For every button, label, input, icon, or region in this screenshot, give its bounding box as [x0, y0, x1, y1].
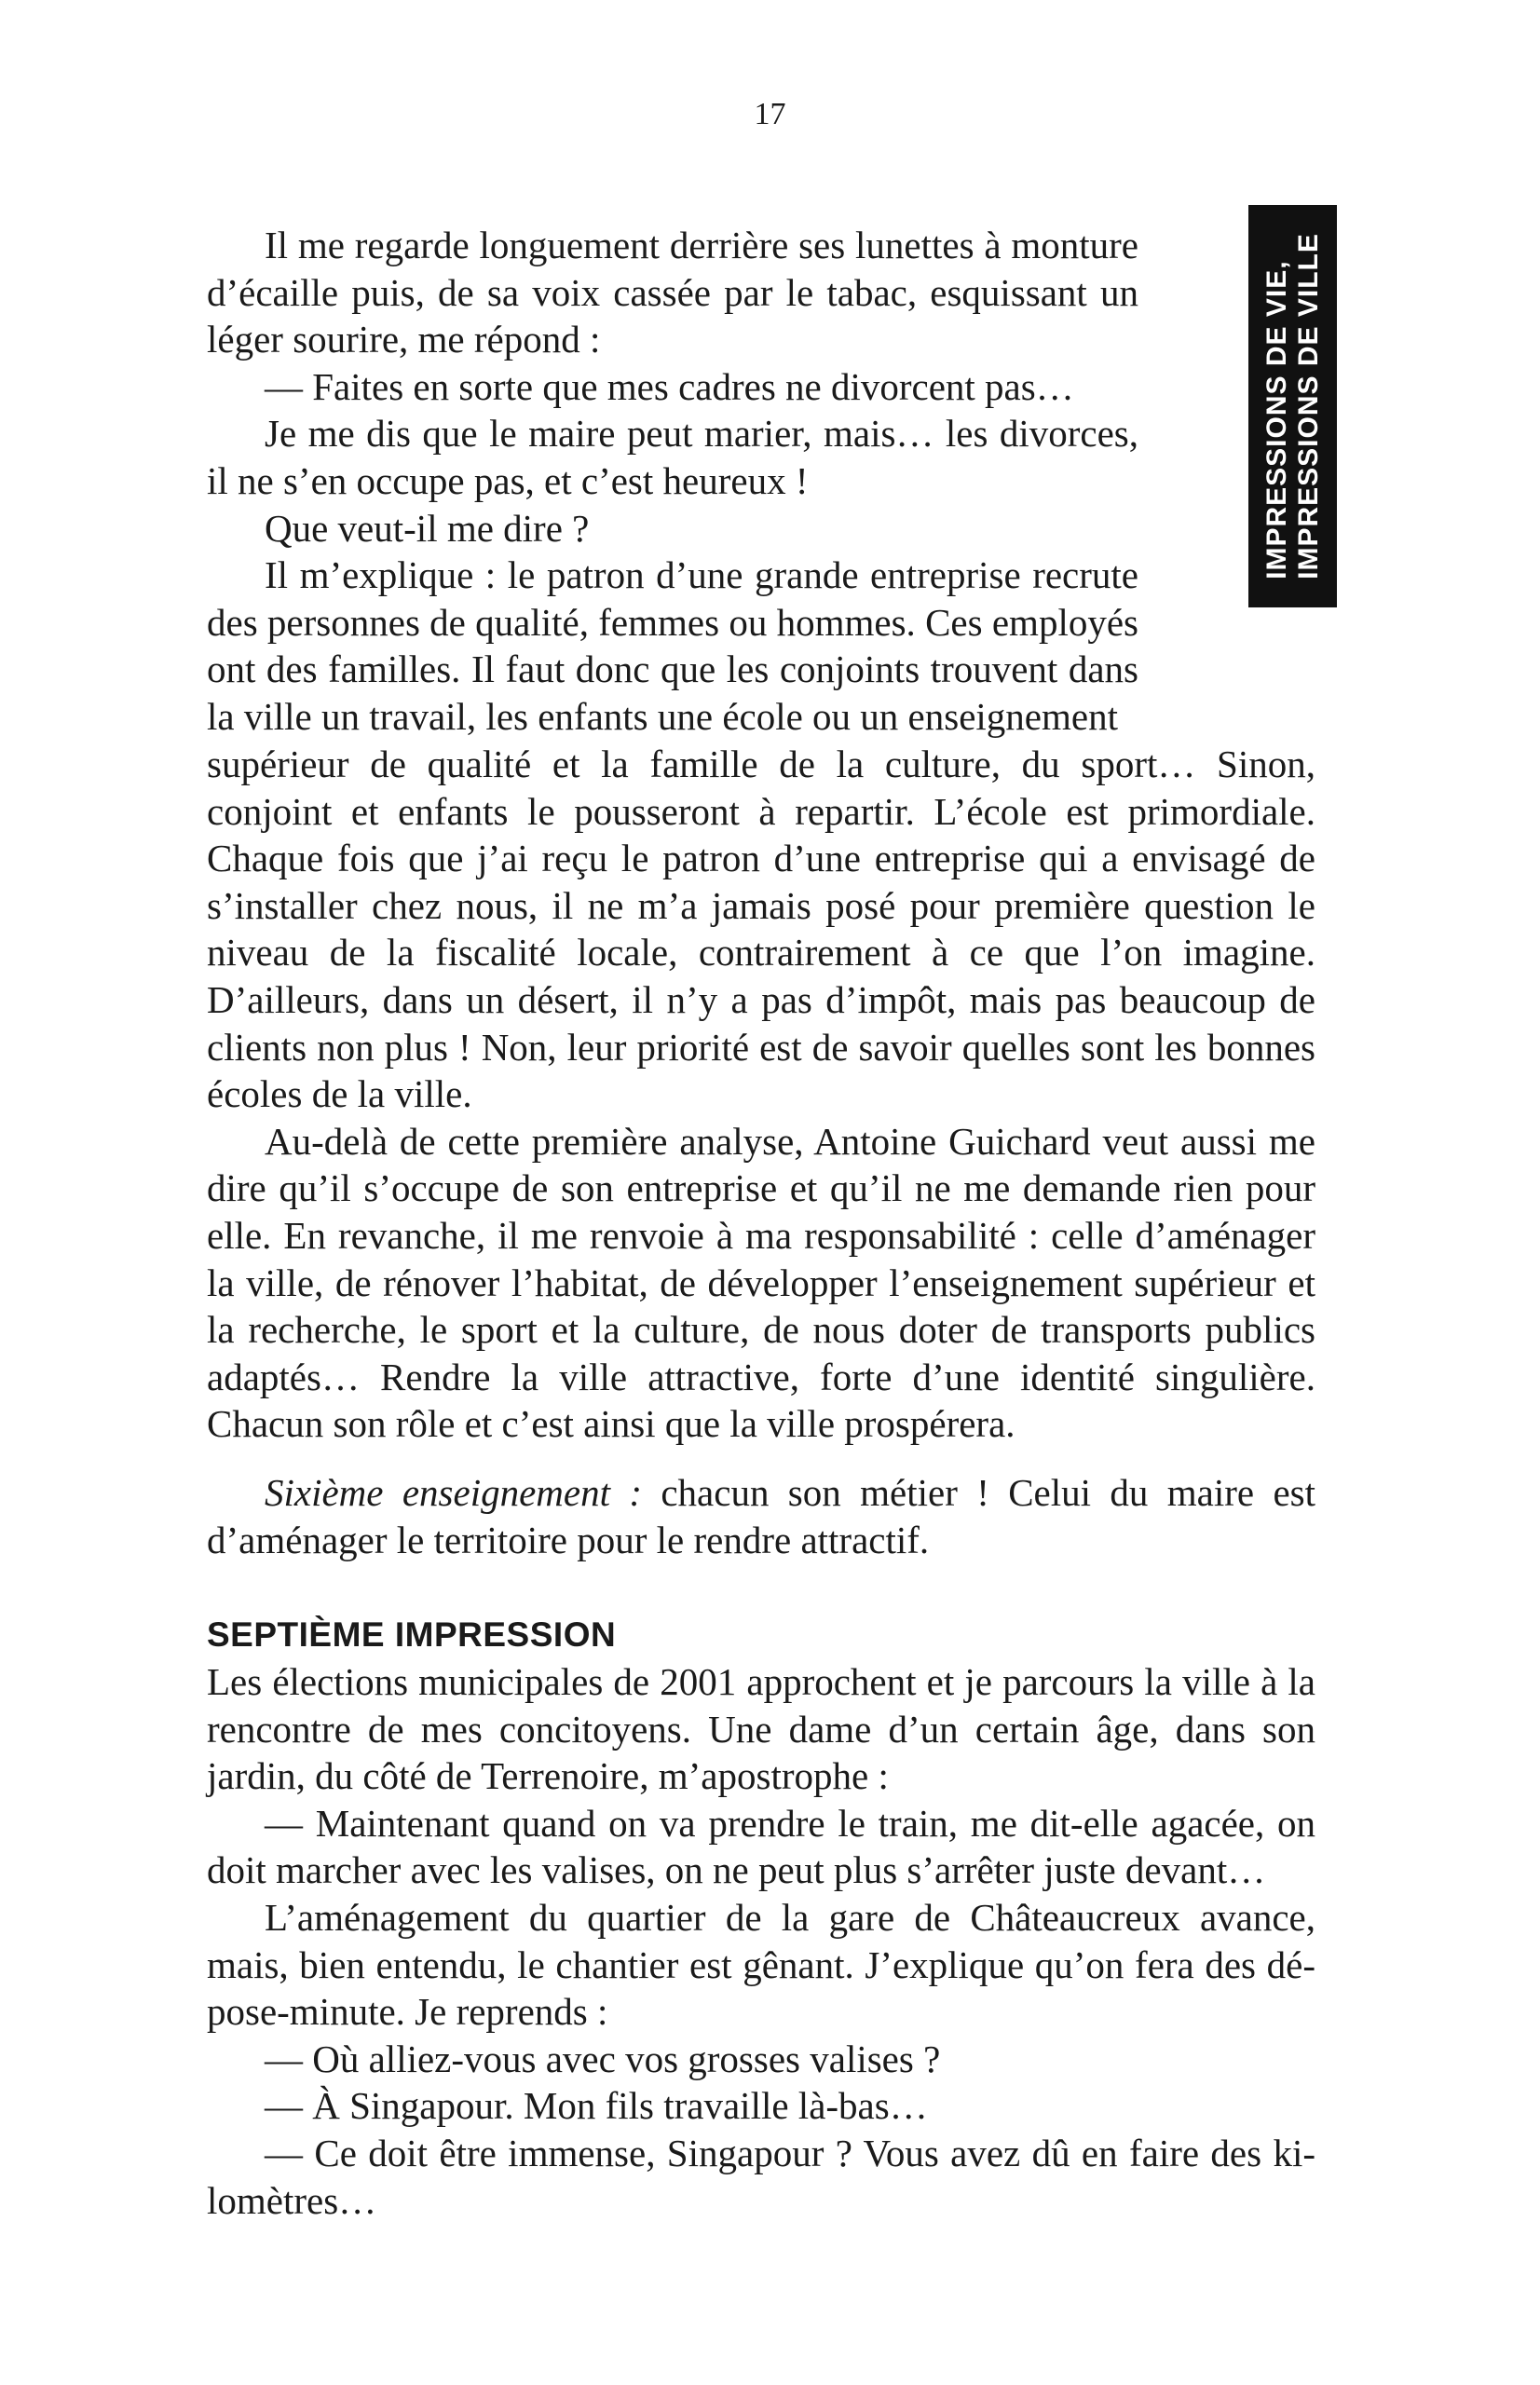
paragraph: Que veut-il me dire ?: [265, 506, 590, 550]
lesson-label: Sixième enseignement :: [265, 1471, 642, 1514]
side-tab-line-1: IMPRESSIONS DE VIE,: [1261, 260, 1292, 579]
paragraph: Il m’explique : le patron d’une grande entreprise recrute des personnes de qualité, femmes ou hommes. Ces employés ont des familles. Il faut donc que les conjoints trouvent dans la ville un travail, les enfants une école ou un enseignement: [207, 553, 1138, 738]
section-side-tab: [1248, 205, 1337, 607]
paragraph: Je me dis que le maire peut marier, mais… les divorces, il ne s’en occupe pas, et c’est heureux !: [207, 412, 1138, 502]
paragraph-dialogue: — À Singapour. Mon fils travaille là-bas…: [265, 2084, 928, 2128]
paragraph-dialogue: — Maintenant quand on va prendre le train, me dit-elle agacée, on doit marcher avec les valises, on ne peut plus s’arrêter juste devant…: [207, 1801, 1315, 1892]
section-1-narrow-text: [207, 222, 1138, 741]
side-tab-text: [1261, 233, 1325, 579]
lesson-text: chacun son métier ! Celui du maire est d’aménager le territoire pour le rendre attractif.: [207, 1471, 1315, 1561]
section-2-text: [207, 1612, 1315, 2224]
section-heading: SEPTIÈME IMPRESSION: [207, 1615, 617, 1654]
page-number: 17: [754, 97, 786, 131]
section-1-full-text: [207, 741, 1315, 1448]
lesson-block: [207, 1469, 1315, 1563]
paragraph: Il me regarde longuement derrière ses lunettes à monture d’écaille puis, de sa voix cassée par le tabac, esquissant un léger sourire, me répond :: [207, 224, 1138, 361]
paragraph: L’aménagement du quartier de la gare de Châteaucreux avance, mais, bien entendu, le chantier est gênant. J’explique qu’on fera des dépose-minute. Je reprends :: [207, 1895, 1315, 2034]
lesson-paragraph: [207, 1469, 1315, 1563]
paragraph-dialogue: — Faites en sorte que mes cadres ne divorcent pas…: [265, 364, 1074, 408]
side-tab-line-2: IMPRESSIONS DE VILLE: [1292, 233, 1324, 579]
paragraph-dialogue: — Où alliez-vous avec vos grosses valises ?: [265, 2037, 941, 2080]
paragraph-continued: supérieur de qualité et la famille de la culture, du sport… Sinon, conjoint et enfants le pousseront à repartir. L’école est primordiale. Chaque fois que j’ai reçu le patron d’une entreprise qui a envisagé de s’installer chez nous, il ne m’a jamais posé pour première question le niveau de la fiscalité locale, contrairement à ce que l’on imagine. D’ailleurs, dans un désert, il n’y a pas d’impôt, mais pas beaucoup de clients non plus ! Non, leur priorité est de savoir quelles sont les bonnes écoles de la ville.: [207, 743, 1315, 1116]
paragraph: Les élections municipales de 2001 approchent et je parcours la ville à la rencontre de mes concitoyens. Une dame d’un certain âge, dans son jardin, du côté de Terrenoire, m’apostrophe :: [207, 1660, 1315, 1798]
paragraph: Au-delà de cette première analyse, Antoine Guichard veut aussi me dire qu’il s’occupe de son entreprise et qu’il ne me demande rien pour elle. En revanche, il me renvoie à ma responsabilité : celle d’aménager la ville, de rénover l’habitat, de développer l’enseignement supérieur et la recherche, le sport et la culture, de nous doter de transports publics adaptés… Rendre la ville attractive, forte d’une identité singulière. Chacun son rôle et c’est ainsi que la ville prospérera.: [207, 1119, 1315, 1446]
paragraph-dialogue: — Ce doit être immense, Singapour ? Vous avez dû en faire des kilomètres…: [207, 2131, 1315, 2222]
